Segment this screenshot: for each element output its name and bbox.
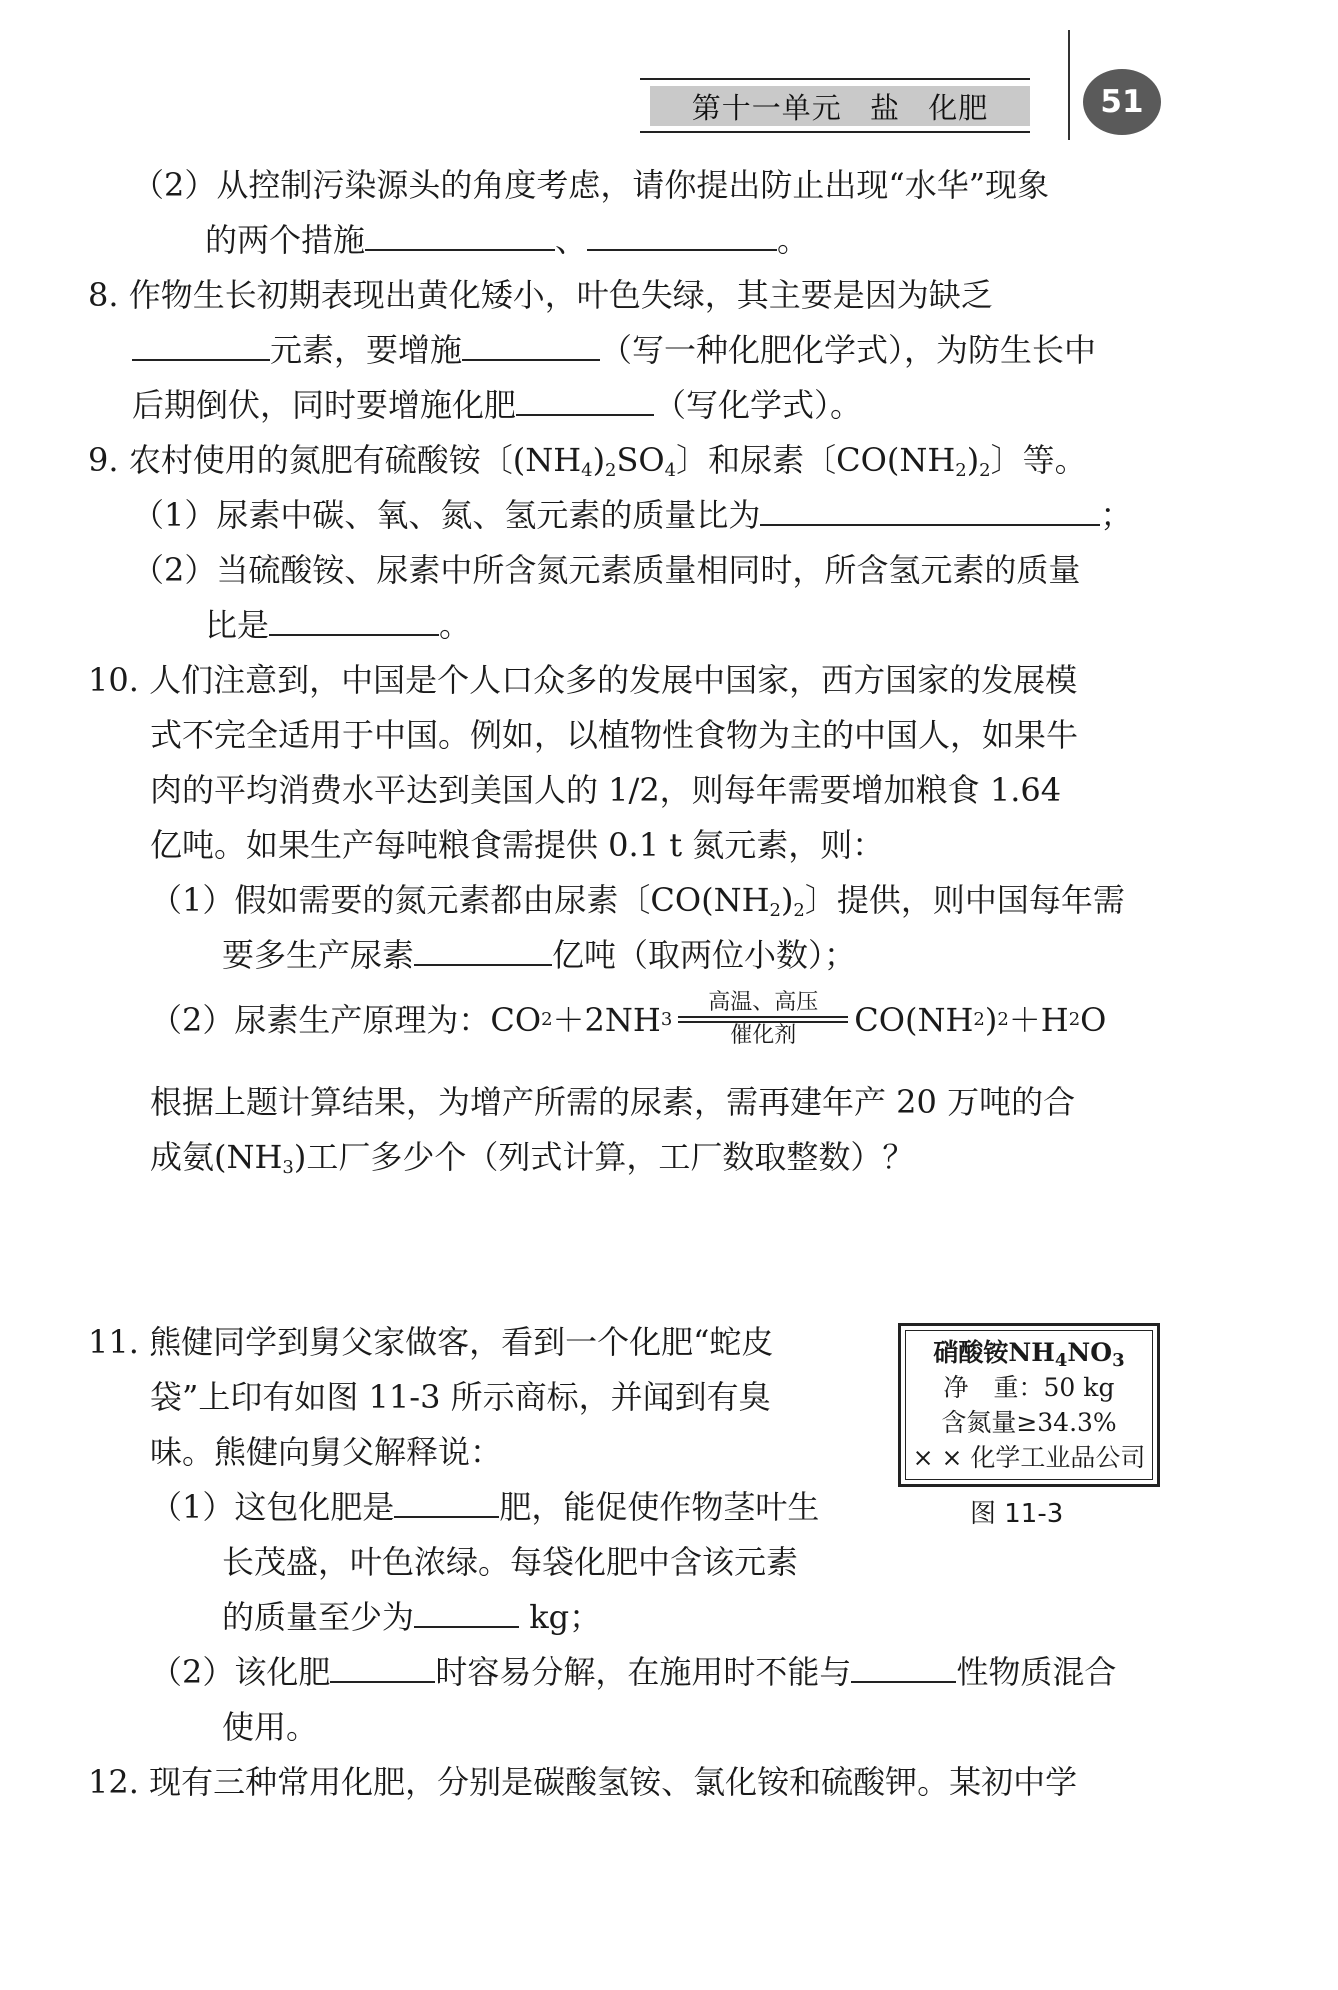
- q11-text: 的质量至少为: [222, 1598, 415, 1636]
- q11-part1-line3: [222, 1595, 601, 1639]
- q10-text: 要多生产尿素: [222, 936, 415, 974]
- header-top-rule: [640, 78, 1030, 80]
- subscript: 4: [581, 460, 593, 481]
- q8-text: 后期倒伏，同时要增施化肥: [132, 386, 517, 424]
- q10-line4: 亿吨。如果生产每吨粮食需提供 0.1 t 氮元素，则：: [150, 826, 885, 864]
- answer-blank[interactable]: [365, 219, 555, 251]
- subscript: 2: [769, 900, 781, 921]
- q11-text: （2）该化肥: [150, 1653, 331, 1691]
- label-inner-frame: [905, 1330, 1153, 1480]
- label-title-text: NO: [1067, 1338, 1113, 1367]
- answer-blank[interactable]: [587, 219, 777, 251]
- answer-blank[interactable]: [330, 1651, 435, 1683]
- header-divider: [1068, 30, 1070, 140]
- q10-text: 亿吨（取两位小数）；: [552, 936, 857, 974]
- q9-text: ): [966, 441, 980, 479]
- q10-equation: （2）尿素生产原理为： CO 2 ＋2NH 3 高温、高压 催化剂 CO(NH 2 ) 2 ＋H 2 O: [150, 990, 1107, 1048]
- subscript: 4: [1054, 1350, 1068, 1371]
- answer-blank[interactable]: [414, 1596, 519, 1628]
- q7-separator: 、: [555, 221, 588, 259]
- q9-text: ；: [1100, 496, 1133, 534]
- answer-blank[interactable]: [269, 604, 439, 636]
- q9-text: 。: [439, 606, 472, 644]
- q9-text: （1）尿素中碳、氧、氮、氢元素的质量比为: [132, 496, 761, 534]
- q11-part2-line1: [150, 1650, 1116, 1694]
- answer-blank[interactable]: [414, 934, 552, 966]
- label-title: [933, 1335, 1124, 1370]
- q11-line2: 袋”上印有如图 11-3 所示商标，并闻到有臭: [150, 1378, 771, 1416]
- q11-text: 时容易分解，在施用时不能与: [435, 1653, 852, 1691]
- q9-text: ): [592, 441, 606, 479]
- q8-line1: 8. 作物生长初期表现出黄化矮小，叶色失绿，其主要是因为缺乏: [88, 276, 993, 314]
- q11-text: （1）这包化肥是: [150, 1488, 395, 1526]
- q7-part2-line1: （2）从控制污染源头的角度考虑，请你提出防止出现“水华”现象: [132, 166, 1050, 204]
- q11-line1: 11. 熊健同学到舅父家做客，看到一个化肥“蛇皮: [88, 1323, 774, 1361]
- formula: ): [984, 1000, 998, 1039]
- answer-blank[interactable]: [851, 1651, 956, 1683]
- q7-end: 。: [777, 221, 810, 259]
- q8-text: 元素，要增施: [270, 331, 463, 369]
- formula: O: [1080, 1000, 1107, 1039]
- q11-part1-line1: [150, 1485, 819, 1529]
- answer-blank[interactable]: [394, 1486, 499, 1518]
- formula: CO(NH: [854, 1000, 974, 1039]
- q9-part2-line2: [205, 603, 471, 647]
- q9-text: 9. 农村使用的氮肥有硫酸铵〔(NH: [88, 441, 582, 479]
- chapter-title: 第十一单元 盐 化肥: [691, 90, 989, 125]
- answer-blank[interactable]: [760, 494, 1100, 526]
- subscript: 2: [793, 900, 805, 921]
- q8-line3: [132, 383, 862, 427]
- page-number: 51: [1083, 69, 1161, 135]
- condition-top: 高温、高压: [708, 990, 819, 1015]
- q11-line3: 味。熊健向舅父解释说：: [150, 1433, 503, 1471]
- formula: CO: [490, 1000, 542, 1039]
- q9-text: 比是: [205, 606, 270, 644]
- subscript: 3: [282, 1157, 294, 1178]
- q10-line3: 肉的平均消费水平达到美国人的 1/2，则每年需要增加粮食 1.64: [150, 771, 1062, 809]
- q10-after-line1: 根据上题计算结果，为增产所需的尿素，需再建年产 20 万吨的合: [150, 1083, 1076, 1121]
- q9-text: 〕和尿素〔CO(NH: [676, 441, 956, 479]
- subscript: 3: [1112, 1350, 1125, 1371]
- q9-part1: [132, 493, 1132, 537]
- label-company: × × 化学工业品公司: [912, 1443, 1146, 1472]
- label-nitrogen-content: 含氮量≥34.3%: [941, 1408, 1117, 1437]
- q8-text: （写化学式）。: [654, 386, 863, 424]
- answer-blank[interactable]: [132, 329, 270, 361]
- q10-text: )工厂多少个（列式计算，工厂数取整数）？: [293, 1138, 915, 1176]
- q8-text: （写一种化肥化学式），为防生长中: [600, 331, 1097, 369]
- q10-part1-line1: [150, 878, 1125, 922]
- q11-text: 肥，能促使作物茎叶生: [499, 1488, 820, 1526]
- q11-part2-line2: 使用。: [222, 1708, 319, 1746]
- q7-text: 的两个措施: [205, 221, 366, 259]
- q11-text: kg；: [519, 1598, 602, 1636]
- q10-text: 成氨(NH: [150, 1138, 283, 1176]
- q10-line1: 10. 人们注意到，中国是个人口众多的发展中国家，西方国家的发展模: [88, 661, 1078, 699]
- q10-part1-line2: [222, 933, 856, 977]
- equals-sign: [678, 1016, 848, 1023]
- q10-text: 〕提供，则中国每年需: [804, 881, 1125, 919]
- q9-part2-line1: （2）当硫酸铵、尿素中所含氮元素质量相同时，所含氢元素的质量: [132, 551, 1081, 589]
- label-title-text: 硝酸铵NH: [933, 1338, 1055, 1367]
- q10-text: ): [780, 881, 794, 919]
- header-bar: [650, 86, 1030, 126]
- subscript: 2: [605, 460, 617, 481]
- label-weight: 净 重：50 kg: [943, 1373, 1115, 1402]
- q8-line2: [132, 328, 1096, 372]
- fertilizer-label-figure: [898, 1323, 1160, 1487]
- figure-caption: 图 11-3: [970, 1499, 1064, 1529]
- header-bottom-rule: [640, 131, 1030, 133]
- answer-blank[interactable]: [462, 329, 600, 361]
- q10-after-line2: [150, 1135, 914, 1179]
- q12-line1: 12. 现有三种常用化肥，分别是碳酸氢铵、氯化铵和硫酸钾。某初中学: [88, 1763, 1078, 1801]
- q10-text: （2）尿素生产原理为：: [150, 1000, 491, 1039]
- q7-part2-line2: [205, 218, 809, 262]
- q10-text: （1）假如需要的氮元素都由尿素〔CO(NH: [150, 881, 770, 919]
- condition-bottom: 催化剂: [730, 1023, 797, 1048]
- q9-line1: [88, 438, 1087, 482]
- q11-part1-line2: 长茂盛，叶色浓绿。每袋化肥中含该元素: [222, 1543, 799, 1581]
- q9-text: SO: [616, 441, 665, 479]
- answer-blank[interactable]: [516, 384, 654, 416]
- formula: ＋2NH: [552, 1000, 661, 1039]
- formula: ＋H: [1008, 1000, 1069, 1039]
- subscript: 4: [664, 460, 677, 481]
- q9-text: 〕等。: [990, 441, 1087, 479]
- reaction-condition: [678, 990, 848, 1049]
- subscript: 2: [955, 460, 967, 481]
- subscript: 2: [979, 460, 991, 481]
- q10-line2: 式不完全适用于中国。例如，以植物性食物为主的中国人，如果牛: [150, 716, 1079, 754]
- q11-text: 性物质混合: [956, 1653, 1117, 1691]
